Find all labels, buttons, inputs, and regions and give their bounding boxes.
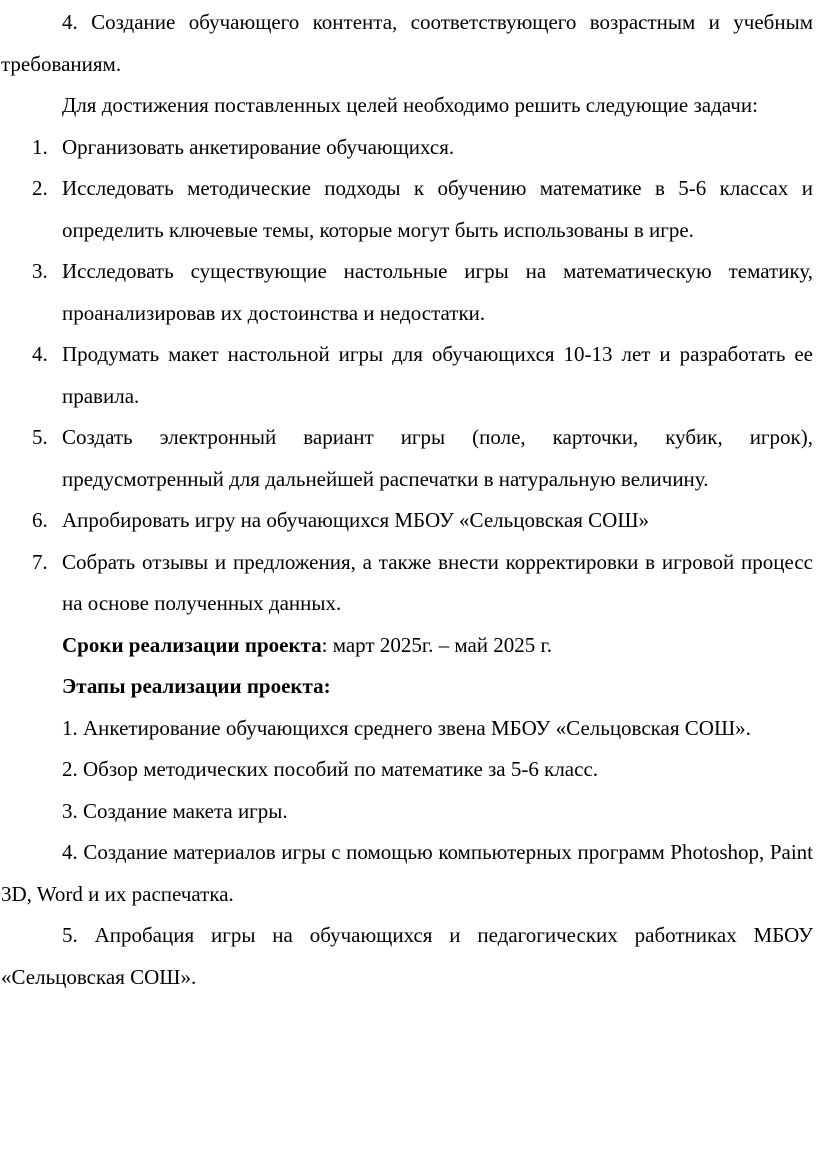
list-item-text: Создать электронный вариант игры (поле, карточки, кубик, игрок), предусмотренный для дальнейшей распечатки в натуральную величину. bbox=[62, 425, 813, 491]
stages-heading: Этапы реализации проекта: bbox=[62, 674, 331, 698]
deadlines-paragraph bbox=[1, 625, 813, 667]
list-item-text: Исследовать существующие настольные игры на математическую тематику, проанализировав их достоинства и недостатки. bbox=[62, 259, 813, 325]
list-item-number: 3. bbox=[32, 259, 48, 283]
list-item bbox=[1, 542, 813, 625]
tasks-list bbox=[1, 127, 813, 625]
list-item-number: 7. bbox=[32, 549, 48, 574]
list-item-number: 4. bbox=[32, 342, 48, 366]
list-item-number: 6. bbox=[32, 508, 48, 532]
list-item bbox=[1, 168, 813, 251]
document-body bbox=[1, 2, 813, 998]
stage-paragraph: 3. Создание макета игры. bbox=[62, 798, 288, 823]
list-item-number: 1. bbox=[32, 134, 48, 159]
list-item-text: Исследовать методические подходы к обучению математике в 5-6 классах и определить ключевые темы, которые могут быть использованы в игре. bbox=[62, 176, 813, 242]
stage-paragraph: 5. Апробация игры на обучающихся и педагогических работниках МБОУ «Сельцовская СОШ». bbox=[1, 923, 813, 989]
list-item bbox=[1, 417, 813, 500]
list-item-text: Продумать макет настольной игры для обучающихся 10-13 лет и разработать ее правила. bbox=[62, 342, 813, 408]
stage-paragraph: 4. Создание материалов игры с помощью компьютерных программ Photoshop, Paint 3D, Word и их распечатка. bbox=[1, 840, 813, 906]
stage-paragraph: 1. Анкетирование обучающихся среднего звена МБОУ «Сельцовская СОШ». bbox=[62, 715, 751, 740]
deadlines-value: : март 2025г. – май 2025 г. bbox=[321, 632, 553, 657]
list-item bbox=[1, 500, 813, 542]
tasks-intro-paragraph: Для достижения поставленных целей необходимо решить следующие задачи: bbox=[62, 93, 758, 117]
list-item-text: Собрать отзывы и предложения, а также внести корректировки в игровой процесс на основе полученных данных. bbox=[62, 549, 813, 615]
list-item-number: 2. bbox=[32, 176, 48, 200]
list-item bbox=[1, 127, 813, 169]
goal-paragraph: 4. Создание обучающего контента, соответствующего возрастным и учебным требованиям. bbox=[1, 10, 813, 76]
list-item-number: 5. bbox=[32, 425, 48, 449]
list-item bbox=[1, 251, 813, 334]
list-item bbox=[1, 334, 813, 417]
deadlines-label: Сроки реализации проекта bbox=[62, 632, 322, 657]
stage-paragraph: 2. Обзор методических пособий по математике за 5-6 класс. bbox=[62, 757, 599, 781]
list-item-text: Апробировать игру на обучающихся МБОУ «Сельцовская СОШ» bbox=[62, 508, 650, 532]
list-item-text: Организовать анкетирование обучающихся. bbox=[62, 134, 455, 159]
